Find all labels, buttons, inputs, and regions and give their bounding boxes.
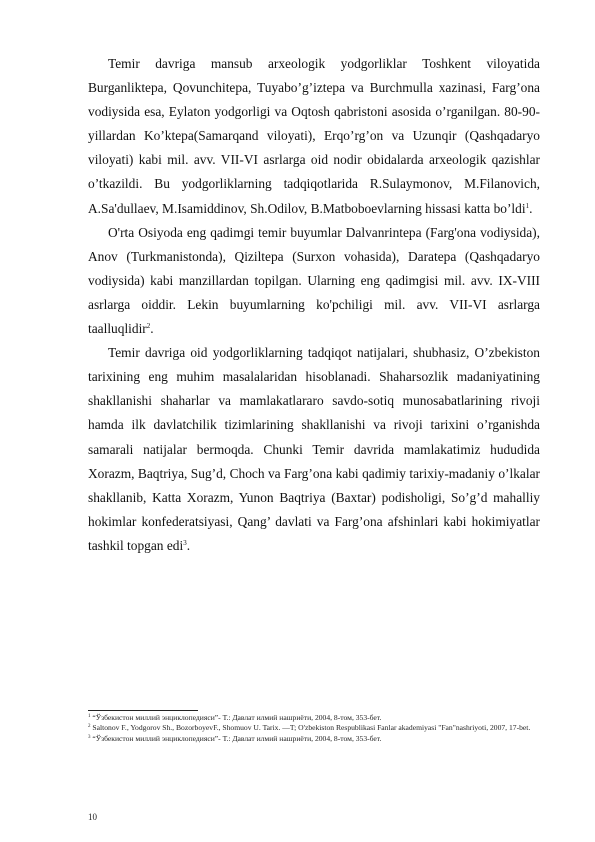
footnote-text: “Ўзбекистон миллий энциклопедияси”- Т.: Давлат илмий нашриёти, 2004, 8-том, 353-бет. [92,733,382,743]
footnote-2 [88,723,540,733]
footnote-3 [88,734,540,744]
footnote-ref[interactable]: 2 [146,322,151,331]
paragraph-text: Temir davriga oid yodgorliklarning tadqiqot natijalari, shubhasiz, O’zbekiston tarixining eng muhim masalalaridan hisoblanadi. Shaharsozlik madaniyatining shakllanishi shaharlar va mamlakatlararo savdo-sotiq munosabatlarining rivoji hamda ilk davlatchilik tizimlarining shakllanishi va rivoji tarixini o’rganishda samarali natijalar bermoqda. Chunki Temir davrida mamlakatimiz hududida Xorazm, Baqtriya, Sug’d, Choch va Farg’ona kabi qadimiy tarixiy-madaniy o’lkalar shakllanib, Katta Xorazm, Yunon Baqtriya (Baxtar) podisholigi, So’g’d mahalliy hokimlar konfederatsiyasi, Qang’ davlati va Farg’ona afshinlari kabi hokimiyatlar tashkil topgan edi [88,345,540,553]
paragraph-end: . [150,321,154,337]
main-text [88,52,540,558]
paragraph-iron-age-sites [88,52,540,221]
footnote-text: Saltonov F., Yodgorov Sh., BozorboyevF., Shomuov U. Tarix. —T; O'zbekiston Respublikasi Fanlar akademiyasi "Fan"nashriyoti, 2007, 17-bet. [92,723,531,733]
footnote-1 [88,713,540,723]
footnote-ref[interactable]: 1 [525,201,530,210]
footnote-number: 3 [88,734,91,740]
footnote-divider [88,710,198,711]
footnote-number: 2 [88,724,91,730]
footnote-number: 1 [88,714,91,719]
footnote-text: “Ўзбекистон миллий энциклопедияси”- Т.: Давлат илмий нашриёти, 2004, 8-том, 353-бет. [92,713,382,722]
page-number: 10 [88,812,97,822]
paragraph-end: . [186,537,191,553]
paragraph-text: O'rta Osiyoda eng qadimgi temir buyumlar Dalvanrintepa (Farg'ona vodiysida), Anov (Turkmanistonda), Qiziltepa (Surxon vohasida), Daratepa (Qashqadaryo vodiysida) kabi manzillardan topilgan. Ularning eng qadimgisi mil. avv. IX-VIII asrlarga oiddir. Lekin buyumlarning ko'pchiligi mil. avv. VII-VI asrlarga taalluqlidir [88,224,540,337]
paragraph-text: Temir davriga mansub arxeologik yodgorliklar Toshkent viloyatida Burganliktepa, Qovunchitepa, Tuyabo’g’iztepa va Burchmulla xazinasi, Farg’ona vodiysida esa, Eylaton yodgorligi va Oqtosh qabristoni asosida o’rganilgan. 80-90-yillardan Ko’ktepa(Samarqand viloyati), Erqo’rg’on va Uzunqir (Qashqadaryo viloyati) kabi mil. avv. VII-VI asrlarga oid nodir obidalarda arxeologik qazishlar o’tkazildi. Bu yodgorliklarning tadqiqotlarida R.Sulaymonov, M.Filanovich, A.Sa'dullaev, M.Isamiddinov, Sh.Odilov, B.Matboboevlarning hissasi katta bo’ldi [88,56,540,216]
paragraph-iron-objects [88,221,540,341]
paragraph-end: . [529,200,533,216]
paragraph-research-results [88,341,540,558]
footnotes [88,710,540,744]
footnote-ref[interactable]: 3 [183,538,187,547]
